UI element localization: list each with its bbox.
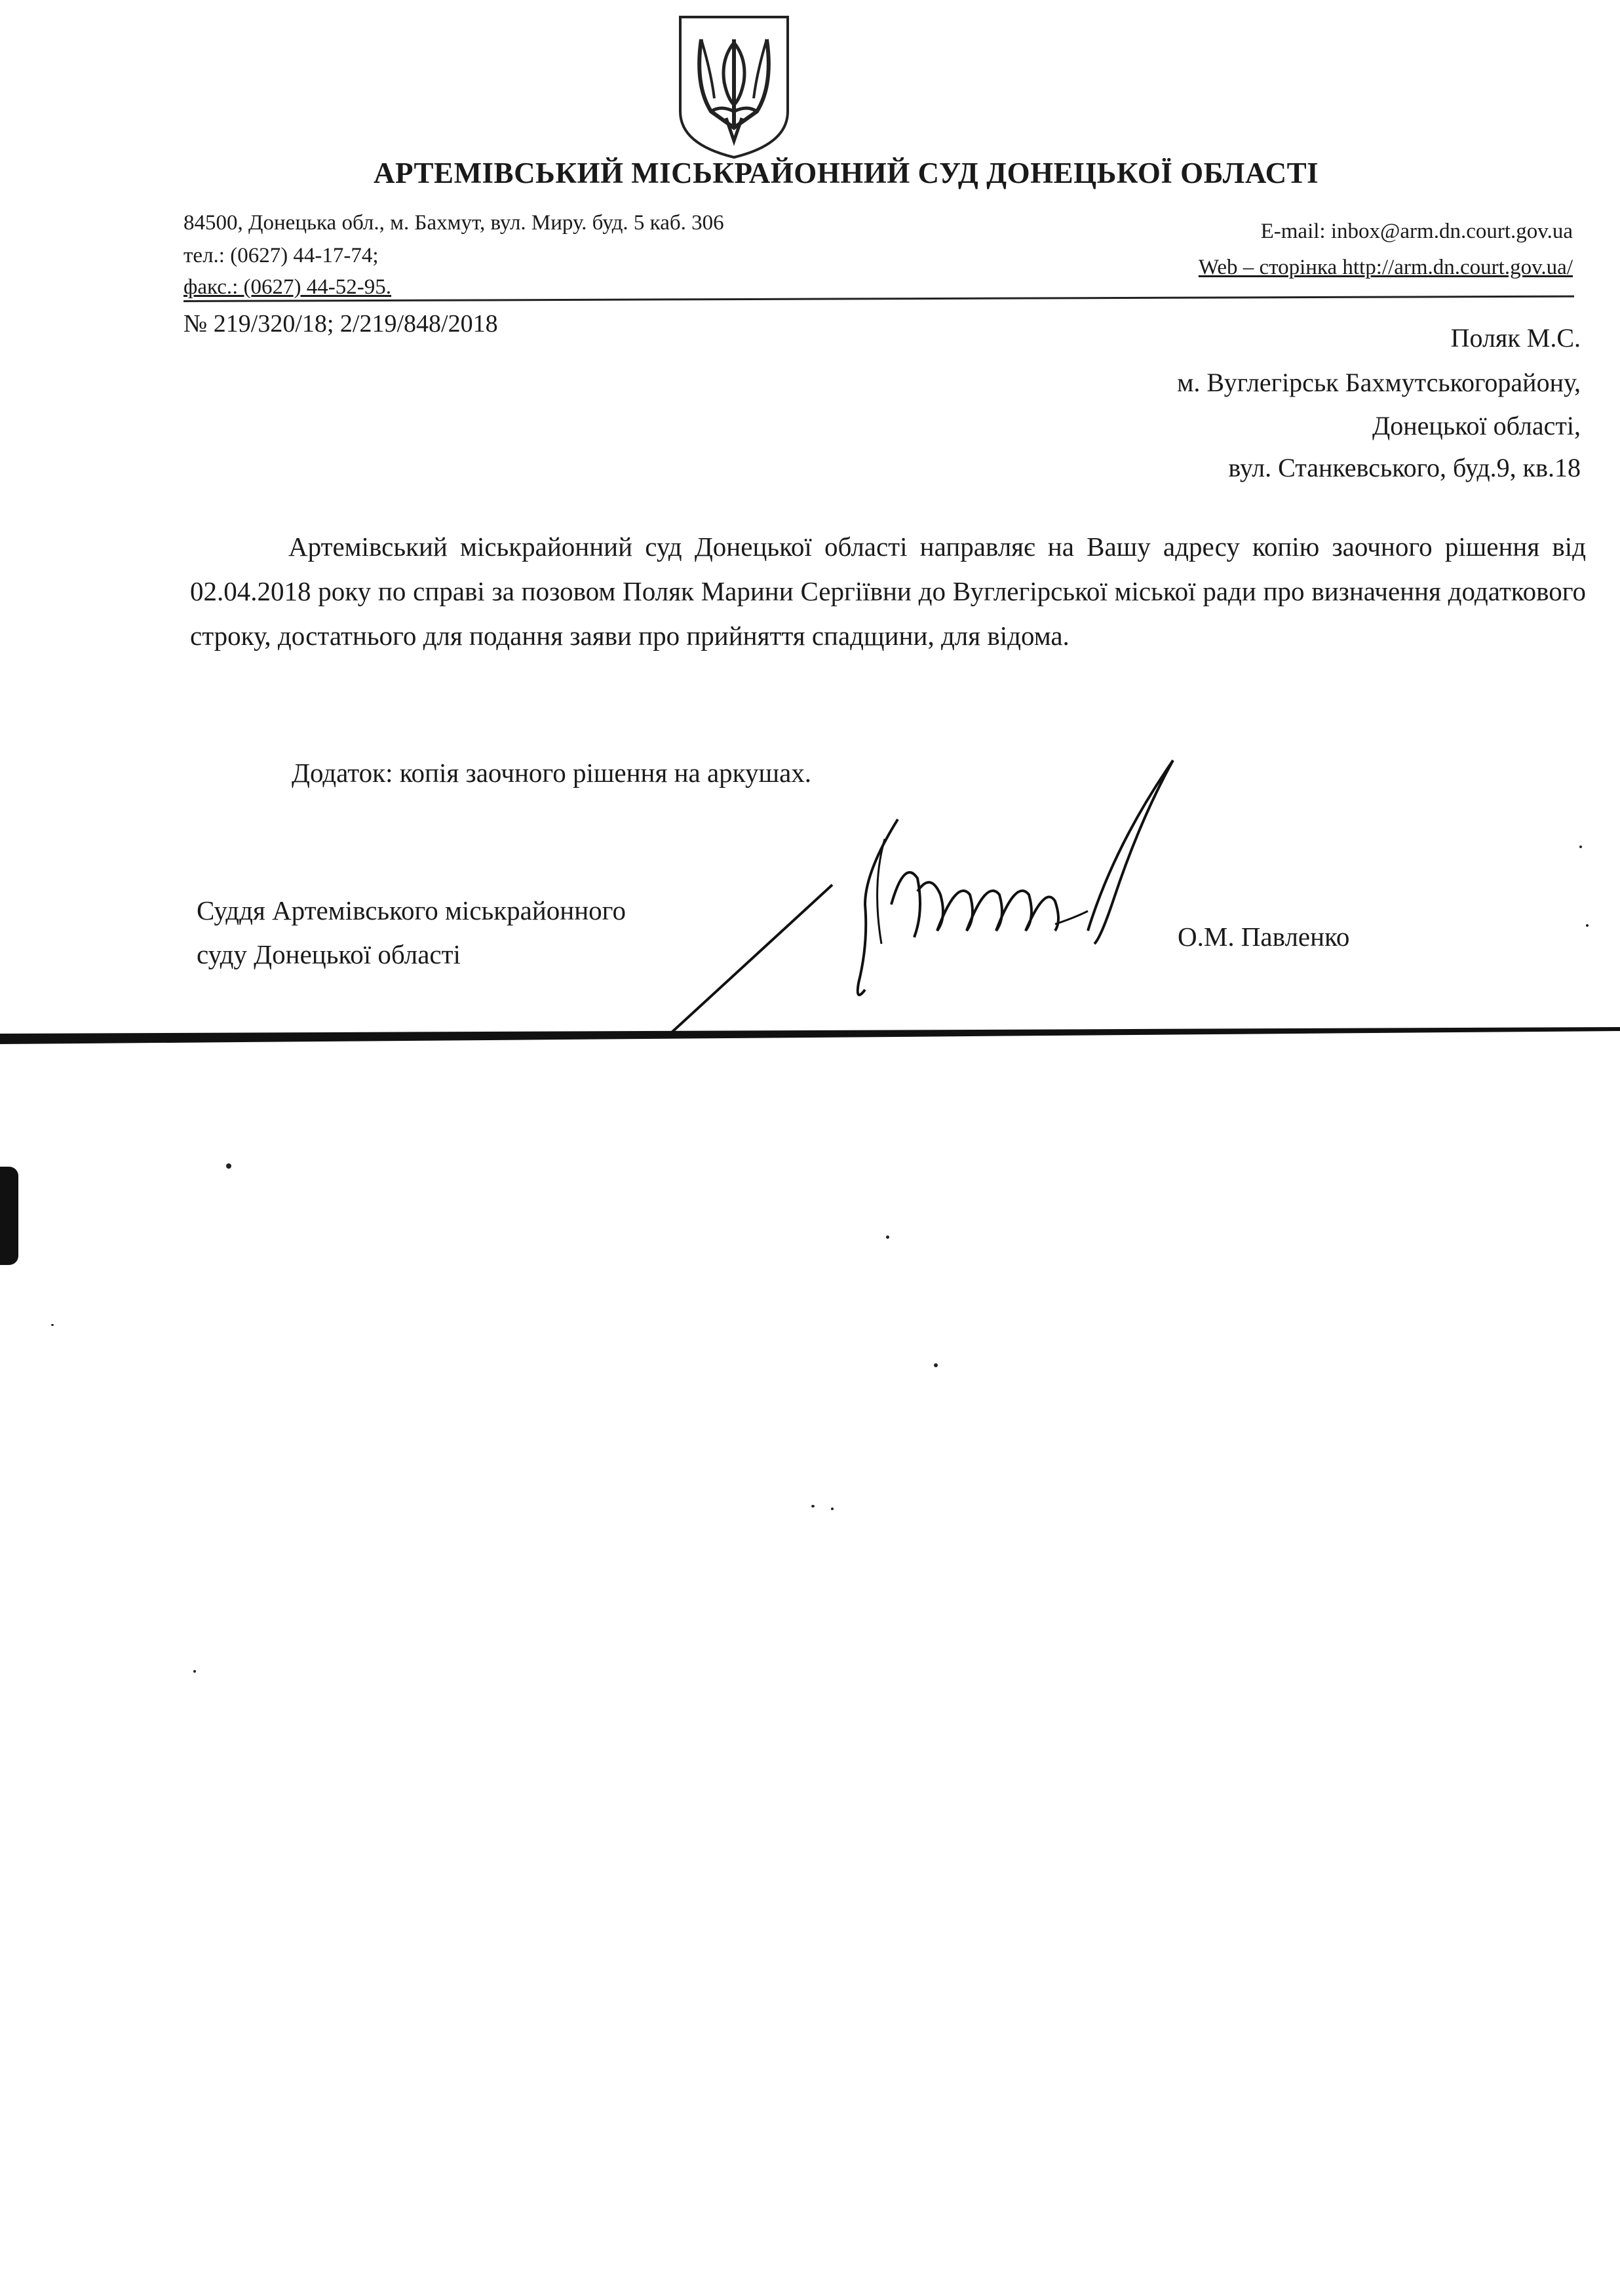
court-name: АРТЕМІВСЬКИЙ МІСЬКРАЙОННИЙ СУД ДОНЕЦЬКОЇ ОБЛАСТІ	[374, 157, 1319, 189]
header-divider	[183, 296, 1574, 302]
court-fax: факс.: (0627) 44-52-95.	[183, 275, 392, 299]
judge-name: О.М. Павленко	[1178, 922, 1350, 952]
judge-title-line2: суду Донецької області	[197, 939, 461, 969]
recipient-region: Донецької області,	[1372, 411, 1581, 440]
recipient-street: вул. Станкевського, буд.9, кв.18	[1228, 453, 1581, 482]
letter-body: Артемівський міськрайонний суд Донецької області направляє на Вашу адресу копію заочного рішення від 02.04.2018 року по справі за позовом Поляк Марини Сергіївни до Вуглегірської міської ради про визначення додаткового строку, достатнього для подання заяви про прийняття спадщини, для відома.	[190, 532, 1586, 651]
scan-speck	[831, 1508, 834, 1510]
scan-speck	[226, 1163, 231, 1169]
scan-speck	[1586, 924, 1589, 927]
signature-icon	[668, 754, 1225, 1042]
recipient-name: Поляк М.С.	[1450, 323, 1581, 353]
scan-speck	[193, 1670, 196, 1673]
court-website: Web – сторінка http://arm.dn.court.gov.ua/	[1198, 256, 1573, 279]
court-phone: тел.: (0627) 44-17-74;	[183, 244, 379, 267]
scan-edge-shadow	[0, 1167, 18, 1265]
case-number: № 219/320/18; 2/219/848/2018	[183, 310, 498, 338]
coat-of-arms-icon	[675, 13, 793, 161]
scan-speck	[886, 1236, 889, 1239]
judge-title-line1: Суддя Артемівського міськрайонного	[197, 895, 626, 925]
scan-speck	[51, 1324, 54, 1326]
page-fold-edge	[0, 1026, 1620, 1045]
court-address: 84500, Донецька обл., м. Бахмут, вул. Миру. буд. 5 каб. 306	[183, 211, 724, 235]
attachment-note: Додаток: копія заочного рішення на аркушах.	[292, 758, 812, 788]
scan-speck	[811, 1505, 815, 1508]
scan-speck	[1579, 846, 1582, 848]
scan-speck	[934, 1363, 938, 1367]
court-email: E-mail: inbox@arm.dn.court.gov.ua	[1260, 220, 1573, 243]
recipient-city: м. Вуглегірськ Бахмутськогорайону,	[1177, 368, 1581, 397]
